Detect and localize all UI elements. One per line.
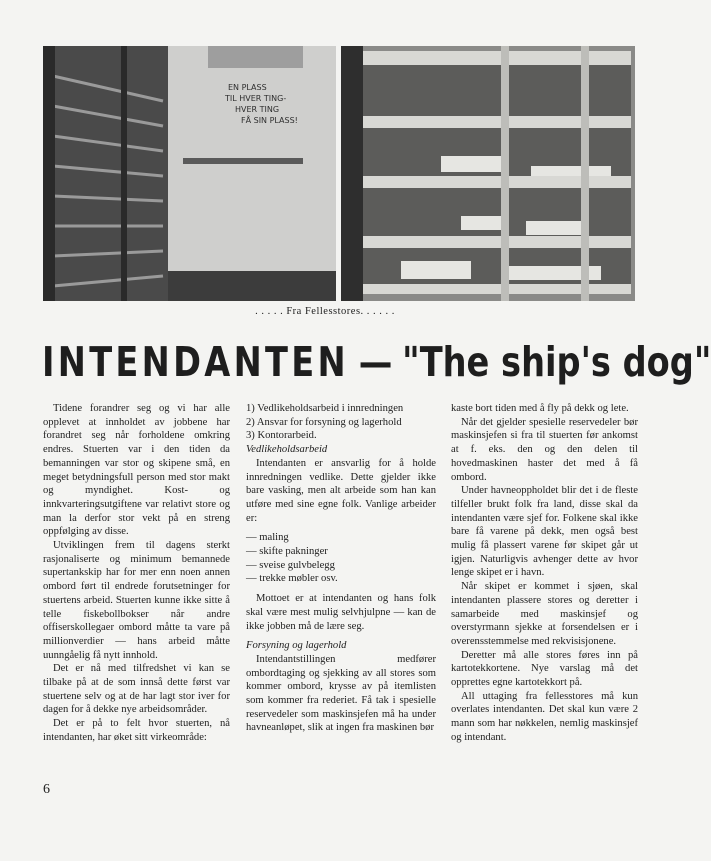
- paragraph: Deretter må alle stores føres inn på kartotekkortene. Nye varslag må det opprettes egne kartotekkort på.: [451, 649, 638, 689]
- work-list: [246, 531, 436, 586]
- section-title: Forsyning og lagerhold: [246, 640, 347, 652]
- photo-strip: [43, 46, 635, 301]
- photo-caption: . . . . . Fra Fellesstores. . . . . .: [255, 306, 395, 317]
- text-column-3: [451, 402, 638, 745]
- text-column-1: [43, 402, 230, 745]
- storeroom-photo-right: [341, 46, 635, 301]
- paragraph: Når det gjelder spesielle reservedeler bør maskinsjefen si fra til stuerten før ankomst at f. eks. den og den delen til hovedmaskinen haster det med å få ombord.: [451, 416, 638, 483]
- headline-dash: —: [358, 338, 393, 386]
- article-headline: [42, 333, 711, 391]
- paragraph: Det er nå med tilfredshet vi kan se tilbake på at de som innså dette først var stuertene selv og at de har lagt stor iver for dagen for å dekke nye arbeidsområder.: [43, 663, 230, 716]
- paragraph: Utviklingen frem til dagens sterkt rasjonaliserte og minimum bemannede supertankskip har for mer enn noen annen ombord ført til endrede forutsetninger for stuertens arbeid. Stuerten kunne ikke sitte å telle fiskebollbokser når andre offiserskollegaer ombord måtte ta vare på millionverdier — hans arbeid måtte uunngåelig få nytt innhold.: [43, 540, 230, 661]
- section-title: Vedlikeholdsarbeid: [246, 444, 328, 456]
- work-item: — sveise gulvbelegg: [246, 559, 436, 573]
- work-item: — trekke møbler osv.: [246, 572, 436, 586]
- paragraph: Når skipet er kommet i sjøen, skal intendanten plassere stores og deretter i samarbeide med maskinsjef og overstyrmann sjekke at forsendelsen er i overensstemmelse med rekvisisjonene.: [451, 581, 638, 647]
- headline-subtitle: "The ship's dog": [402, 338, 711, 386]
- sign-line-2: TIL HVER TING-: [225, 94, 287, 103]
- paragraph: Det er på to felt hvor stuerten, nå intendanten, har øket sitt virkeområde:: [43, 718, 230, 743]
- page-number: 6: [43, 782, 50, 797]
- paragraph: Mottoet er at intendanten og hans folk skal være mest mulig selvhjulpne — kan de ikke jobben må de lære seg.: [246, 593, 436, 632]
- sign-line-4: FÅ SIN PLASS!: [241, 116, 298, 125]
- paragraph: Under havneoppholdet blir det i de fleste tilfeller brukt folk fra land, disse skal da intendanten være sjef for. Folkene skal ikke bare få varene på dekk, men også best mulig få plassert varene før skipet går ut igjen. Naturligvis avhenger dette av hvor lenge skipet er i havn.: [451, 485, 638, 579]
- task-item: 2) Ansvar for forsyning og lagerhold: [246, 416, 402, 428]
- paragraph: Tidene forandrer seg og vi har alle opplevet at innholdet av jobbene har forandret seg når forholdene omkring endres. Stuerten var i den tiden da bemanningen var stor og skipene små, en meget betydningsfull person med stor makt og myndighet. Kost- og innkvarteringsutgiftene var relativt store og man la derfor stor vekt på en streng oppfølging av disse.: [43, 403, 230, 538]
- paragraph: Intendanten er ansvarlig for å holde innredningen vedlike. Dette gjelder ikke bare vasking, men alt arbeide som han kan utføre med sine egne folk. Vanlige arbeider er:: [246, 457, 436, 524]
- task-list: [246, 402, 436, 443]
- paragraph: Intendantstillingen medfører ombordtaging og sjekking av all stores som kommer ombord, krysse av på itemlisten som kommer fra rederiet. Få tak i spesielle reservedeler som maskinsjefen må ha under havneanløpet, slik at ingen fra maskinen bør: [246, 653, 436, 734]
- task-item: 3) Kontorarbeid.: [246, 430, 317, 442]
- sign-line-1: EN PLASS: [228, 83, 267, 92]
- paragraph: kaste bort tiden med å fly på dekk og lete.: [451, 403, 629, 414]
- work-item: — maling: [246, 531, 436, 545]
- paragraph: All uttaging fra fellesstores må kun overlates intendanten. Det skal kun være 2 mann som har nøkkelen, nemlig maskinsjef og intendant.: [451, 690, 638, 743]
- headline-main: INTENDANTEN: [42, 338, 349, 386]
- storeroom-photo-left: [43, 46, 336, 301]
- task-item: 1) Vedlikeholdsarbeid i innredningen: [246, 403, 404, 414]
- work-item: — skifte pakninger: [246, 545, 436, 559]
- text-column-2: [246, 402, 436, 735]
- sign-line-3: HVER TING: [235, 105, 280, 114]
